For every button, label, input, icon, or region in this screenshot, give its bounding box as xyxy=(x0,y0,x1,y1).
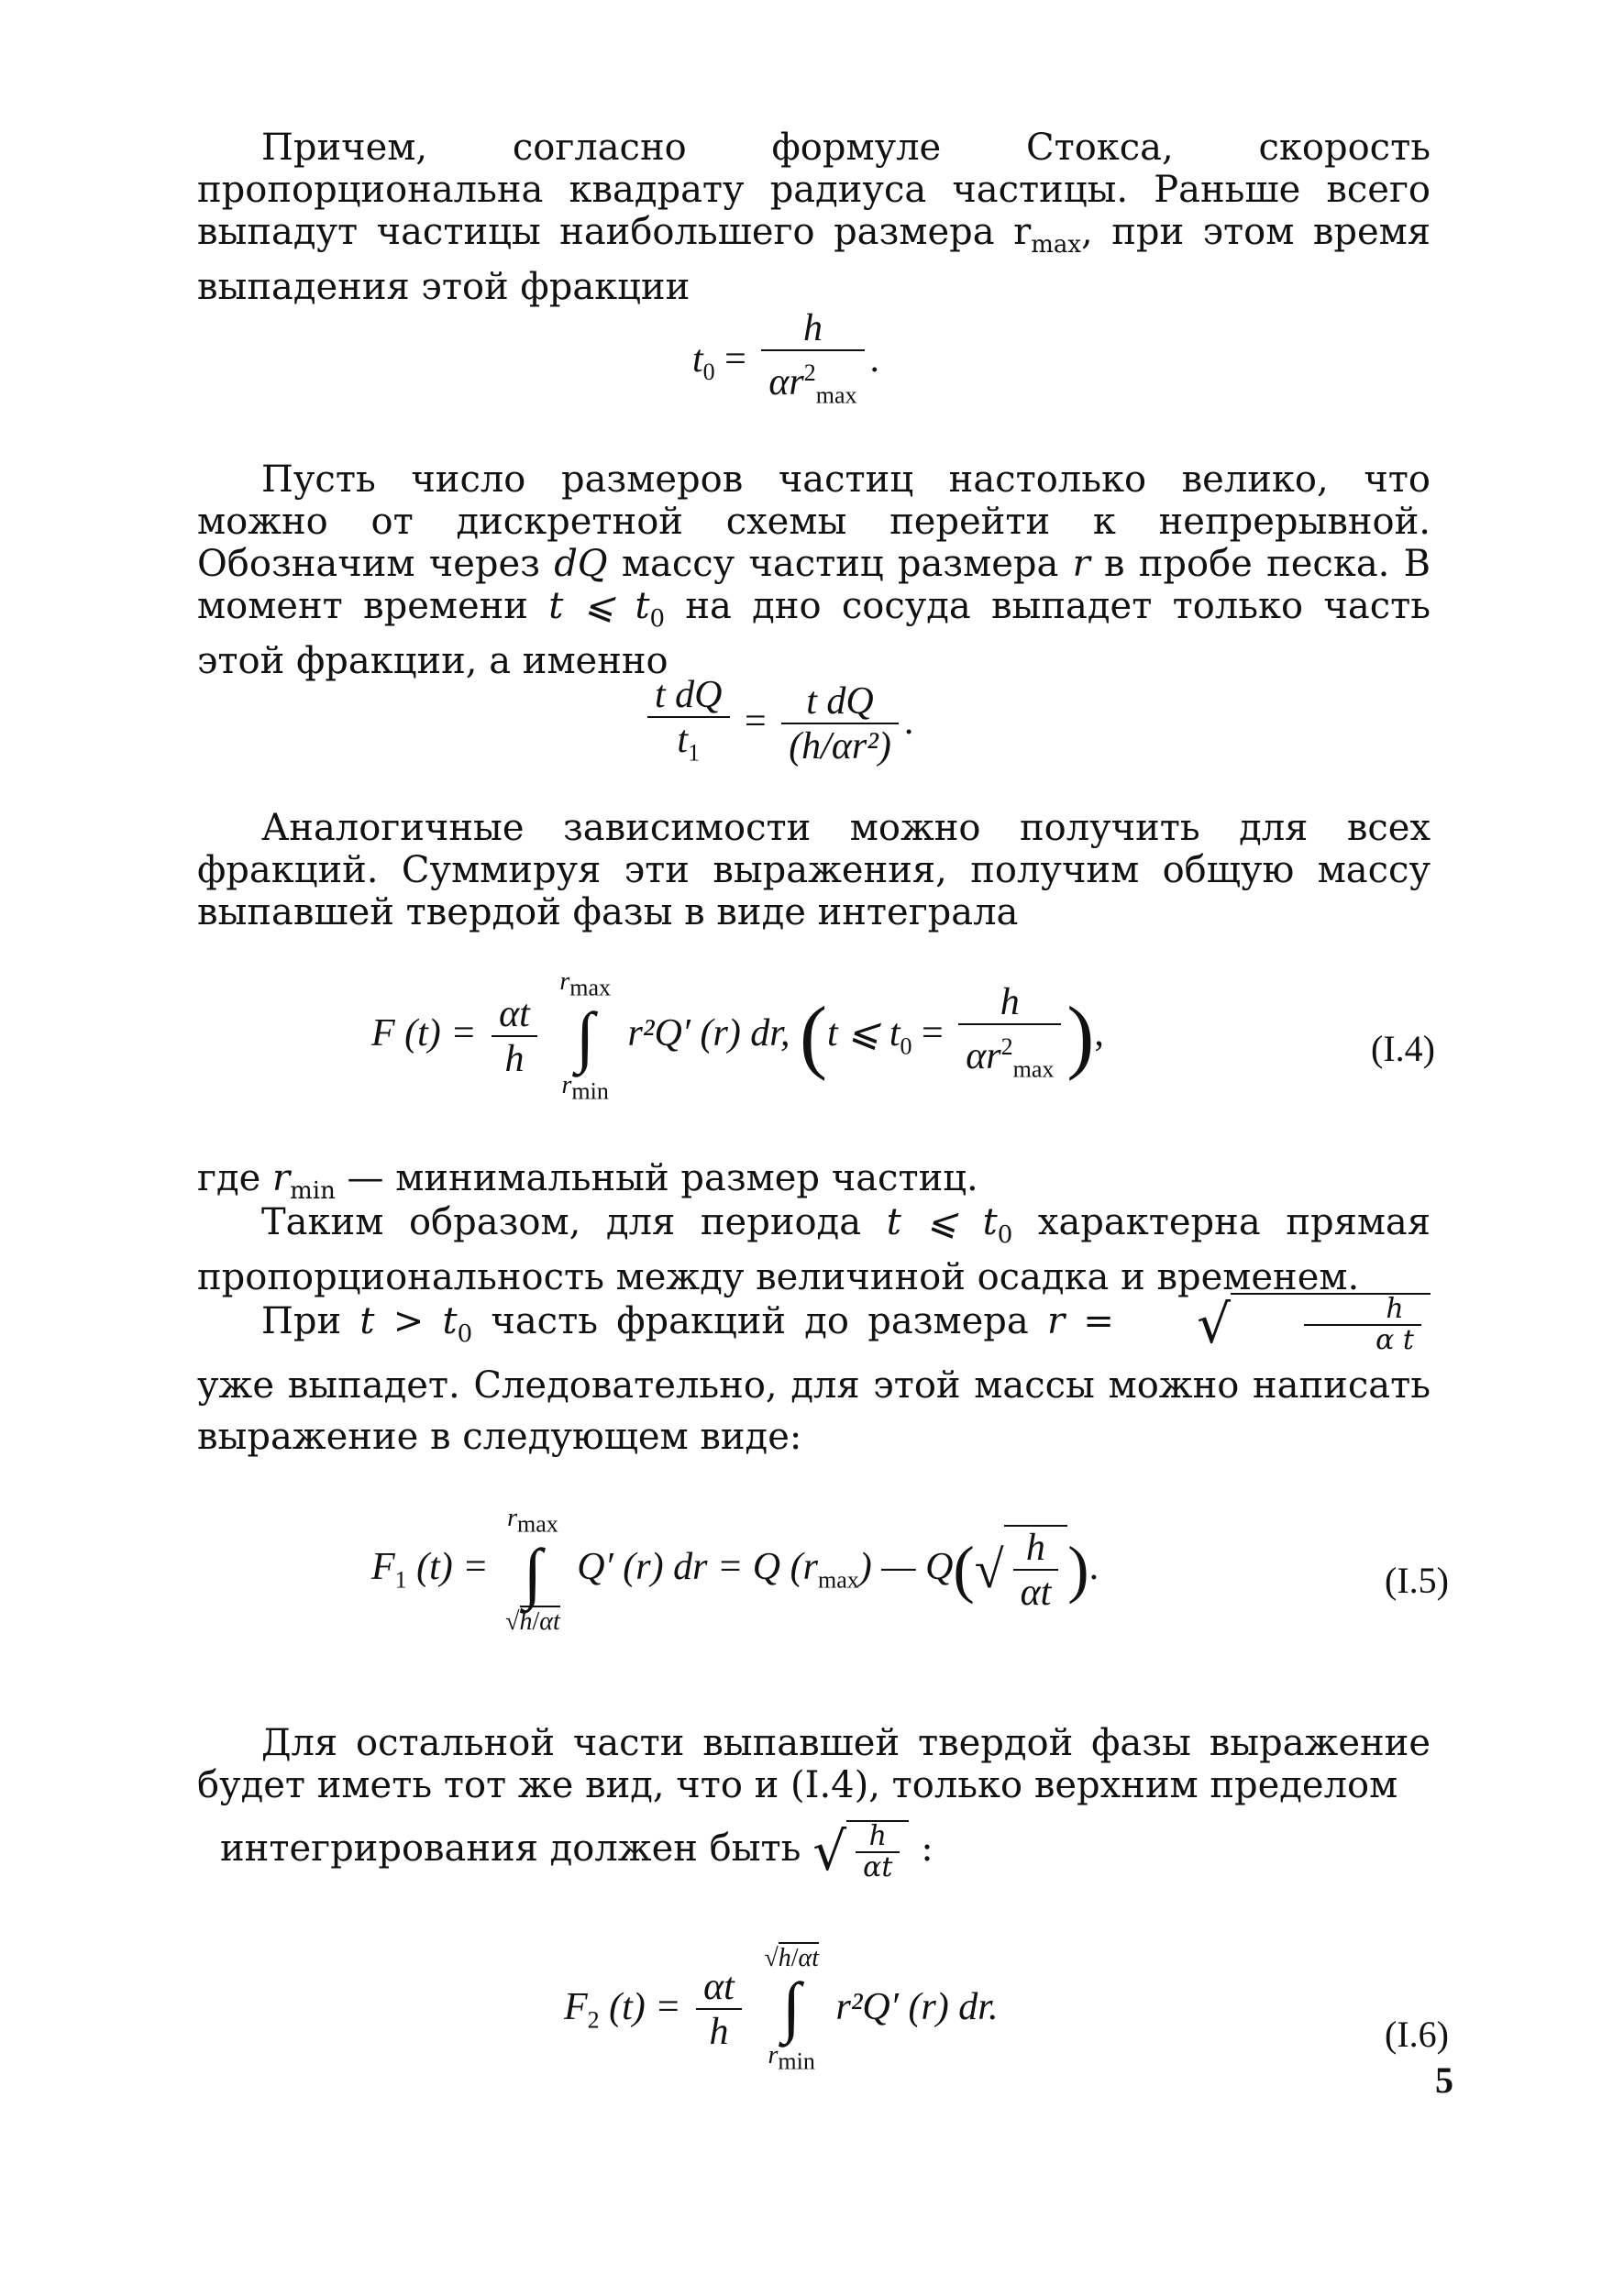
sqrt-symbol: √ $\frac{h}{\alpha t}$ xyxy=(812,1820,909,1882)
equation-I5: $F_1$ (t) = $r_{max}$ ∫ √h/αt Q′ (r) dr = Q $(r_{max})$ — Q( √ $\frac{h}{\alpha t}$ ). xyxy=(371,1504,1099,1636)
integral-sign: $r_{max}$ ∫ √h/αt xyxy=(505,1504,560,1636)
page-number: 5 xyxy=(1435,2059,1453,2101)
paragraph-stokes: Причем, согласно формуле Стокса, скорость пропорциональна квадрату радиуса частицы. Раньше всего выпадут частицы наибольшего размера $r_{max}$, при этом время выпадения этой фракции xyxy=(197,127,1431,308)
equation-t0: $t_0$ = $\frac{h}{\alpha r^2_{max}}$ . xyxy=(692,307,880,409)
paragraph-rmin: где $r_{min}$ — минимальный размер частиц. xyxy=(197,1157,978,1205)
equation-number-I4: (I.4) xyxy=(1371,1028,1435,1069)
paragraph-proportional: Таким образом, для периода t ⩽ $t_0$ характерна прямая пропорциональность между величиной осадка и временем. xyxy=(197,1201,1431,1298)
equation-number-I6: (I.6) xyxy=(1385,2014,1449,2055)
sqrt-symbol: √ $\frac{h}{\text{α t}}$ xyxy=(1132,1293,1431,1355)
paragraph-continuous: Пусть число размеров частиц настолько велико, что можно от дискретной схемы перейти к непрерывной. Обозначим через dQ массу частиц размера r в пробе песка. В момент времени t ⩽ $t_0$ на дно сосуда выпадет только часть этой фракции, а именно xyxy=(197,458,1431,682)
paragraph-remaining: Для остальной части выпавшей твердой фазы выражение будет иметь тот же вид, что и (I.4), только верхним пределом xyxy=(197,1722,1431,1806)
paragraph-t-greater: При $t > t_0$ часть фракций до размера r = √ $\frac{h}{\text{α t}}$ уже выпадет. Следовательно, для этой массы можно написать выражение в следующем виде: xyxy=(197,1293,1431,1458)
equation-I4: F (t) = $\frac{\alpha t}{h}$ $r_{max}$ ∫ $r_{min}$ r²Q′ (r) dr, (t ⩽ $t_0$ = $\frac{h}{\alpha r^2_{max}}$ ), xyxy=(371,967,1104,1105)
equation-number-I5: (I.5) xyxy=(1385,1560,1449,1601)
equation-I6: $F_2$ (t) = $\frac{\alpha t}{h}$ √h/αt ∫ $r_{min}$ r²Q′ (r) dr. xyxy=(564,1944,999,2075)
paragraph-analogous: Аналогичные зависимости можно получить для всех фракций. Суммируя эти выражения, получим общую массу выпавшей твердой фазы в виде интеграла xyxy=(197,807,1431,933)
equation-fraction-mass: $\frac{\text{t dQ}}{t_1}$ = $\frac{\text{t dQ}}{\text{(h/αr²)}}$ . xyxy=(642,674,913,775)
integral-sign: √h/αt ∫ $r_{min}$ xyxy=(764,1944,819,2075)
integral-sign: $r_{max}$ ∫ $r_{min}$ xyxy=(559,967,612,1105)
paragraph-upper-limit: интегрирования должен быть √ $\frac{h}{\alpha t}$ : xyxy=(220,1820,934,1883)
